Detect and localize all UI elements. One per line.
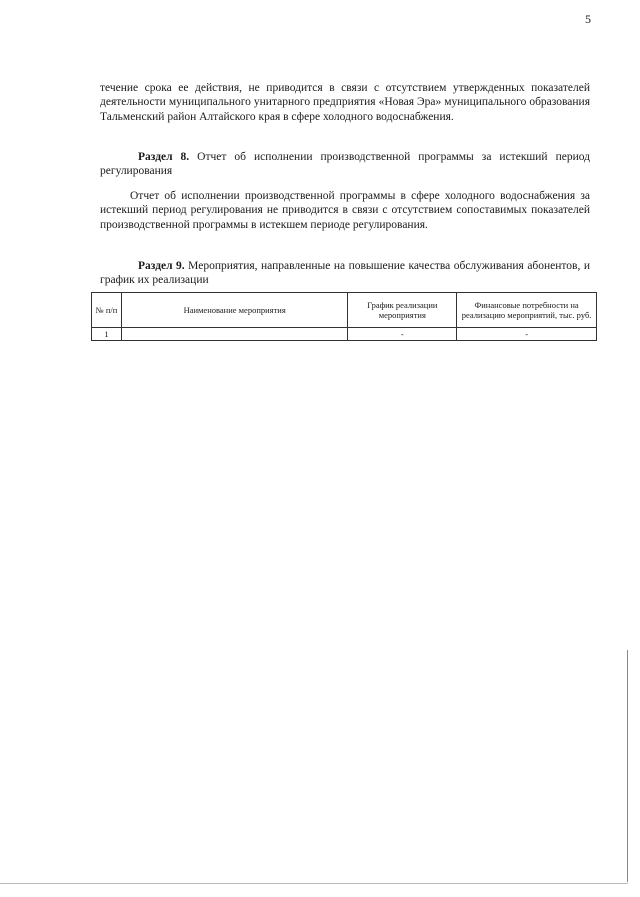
section-8-label: Раздел 8.: [138, 150, 190, 163]
cell-name: [121, 328, 347, 341]
paragraph-validity: течение срока ее действия, не приводится в связи с отсутствием утвержденных показателей деятельности муниципального унитарного предприятия «Новая Эра» муниципального образования Тальменский район Алтайского края в сфере холодного водоснабжения.: [100, 81, 590, 123]
table-header-row: [92, 293, 597, 328]
section-9-heading: [100, 259, 590, 288]
cell-finance: -: [457, 328, 597, 341]
section-9-title: Мероприятия, направленные на повышение качества обслуживания абонентов, и график их реализации: [100, 259, 590, 287]
header-finance: Финансовые потребности на реализацию мероприятий, тыс. руб.: [457, 293, 597, 328]
paragraph-report: Отчет об исполнении производственной программы в сфере холодного водоснабжения за истекший период регулирования не приводится в связи с отсутствием сопоставимых показателей производственной программы в истекшем периоде регулирования.: [100, 189, 590, 231]
table-row: [92, 328, 597, 341]
section-9-label: Раздел 9.: [138, 259, 185, 272]
header-num: № п/п: [92, 293, 122, 328]
cell-num: 1: [92, 328, 122, 341]
section-8-heading: [100, 150, 590, 179]
scan-edge-bottom: [0, 883, 628, 884]
measures-table: [91, 292, 597, 341]
section-8-title: Отчет об исполнении производственной программы за истекший период регулирования: [100, 150, 590, 178]
cell-schedule: -: [348, 328, 457, 341]
header-schedule: График реализации мероприятия: [348, 293, 457, 328]
page-number: 5: [585, 12, 591, 26]
scan-edge-right: [627, 650, 628, 882]
header-name: Наименование мероприятия: [121, 293, 347, 328]
